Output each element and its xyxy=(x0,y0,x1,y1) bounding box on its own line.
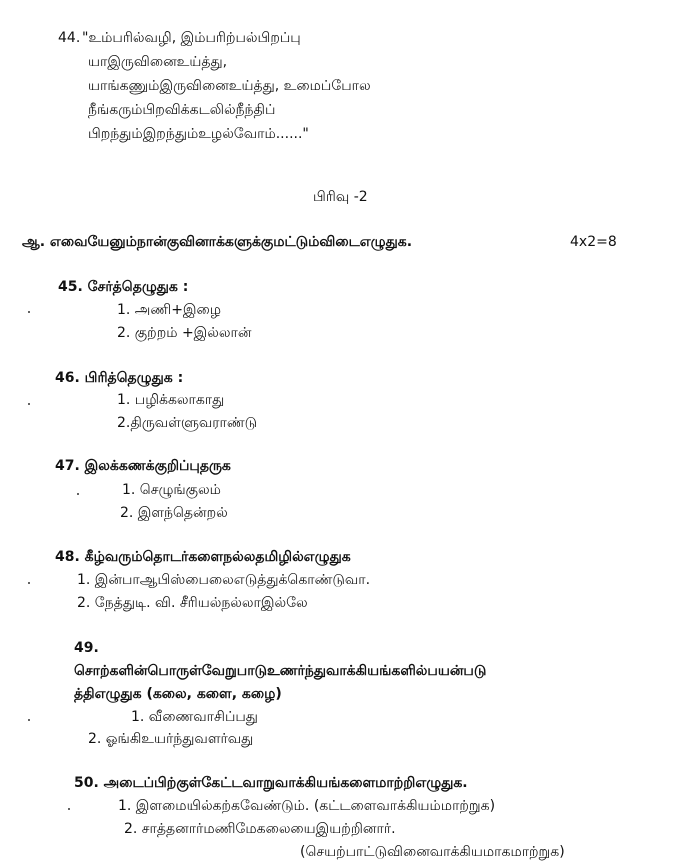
question-heading: 45. சேர்த்தெழுதுக : xyxy=(58,279,189,295)
question-item: 1. இன்பாஆபிஸ்பைலைஎடுத்துக்கொண்டுவா. xyxy=(77,572,371,588)
q44-line: நீங்கரும்பிறவிக்கடலில்நீந்திப் xyxy=(88,102,276,118)
question-item: 2.திருவள்ளுவராண்டு xyxy=(117,415,258,431)
question-item: 1. இளமையில்கற்கவேண்டும். (கட்டளைவாக்கியம்மாற்றுக) xyxy=(118,798,496,814)
question-item: 2. நேத்துடி. வி. சீரியல்நல்லாஇல்லே xyxy=(77,595,308,611)
question-item: 1. அணி+இழை xyxy=(117,302,222,318)
question-number: 49. xyxy=(74,640,99,656)
q44-line: யாங்கணும்இருவினைஉய்த்து, உமைப்போல xyxy=(88,78,371,94)
question-heading: 50. அடைப்பிற்குள்கேட்டவாறுவாக்கியங்களைமாற்றிஎழுதுக. xyxy=(74,775,468,791)
bullet-dot xyxy=(28,582,30,584)
question-heading: 46. பிரித்தெழுதுக : xyxy=(55,370,184,386)
q44-line: பிறந்தும்இறந்தும்உழல்வோம்......" xyxy=(88,126,309,142)
question-heading: த்திஎழுதுக (கலை, களை, கழை) xyxy=(74,686,282,702)
question-item: 2. இளந்தென்றல் xyxy=(120,505,228,521)
section-title: பிரிவு -2 xyxy=(313,189,368,205)
question-item: 1. வீணைவாசிப்பது xyxy=(131,709,258,725)
bullet-dot xyxy=(77,493,79,495)
bullet-dot xyxy=(28,403,30,405)
bullet-dot xyxy=(68,808,70,810)
bullet-dot xyxy=(28,719,30,721)
question-item: 1. பழிக்கலாகாது xyxy=(117,392,225,408)
marks-label: 4x2=8 xyxy=(570,234,617,250)
question-item: 2. குற்றம் +இல்லான் xyxy=(117,325,252,341)
question-item: 2. ஓங்கிஉயர்ந்துவளர்வது xyxy=(88,731,254,747)
question-note: (செயற்பாட்டுவினைவாக்கியமாகமாற்றுக) xyxy=(300,844,565,860)
bullet-dot xyxy=(28,311,30,313)
instruction-text: ஆ. எவையேனும்நான்குவினாக்களுக்குமட்டும்விடைஎழுதுக. xyxy=(22,234,413,250)
question-item: 1. செழுங்குலம் xyxy=(122,482,221,498)
q44-line: யாஇருவினைஉய்த்து, xyxy=(88,54,228,70)
question-heading: சொற்களின்பொருள்வேறுபாடுஉணர்ந்துவாக்கியங்களில்பயன்படு xyxy=(74,663,487,679)
q44-line: "உம்பரில்வழி, இம்பரிற்பல்பிறப்பு xyxy=(82,30,301,46)
question-heading: 47. இலக்கணக்குறிப்புதருக xyxy=(55,458,231,474)
question-heading: 48. கீழ்வரும்தொடர்களைநல்லதமிழில்எழுதுக xyxy=(55,549,351,565)
question-item: 2. சாத்தனார்மணிமேகலையைஇயற்றினார். xyxy=(124,821,396,837)
q44-number: 44. xyxy=(58,30,81,46)
